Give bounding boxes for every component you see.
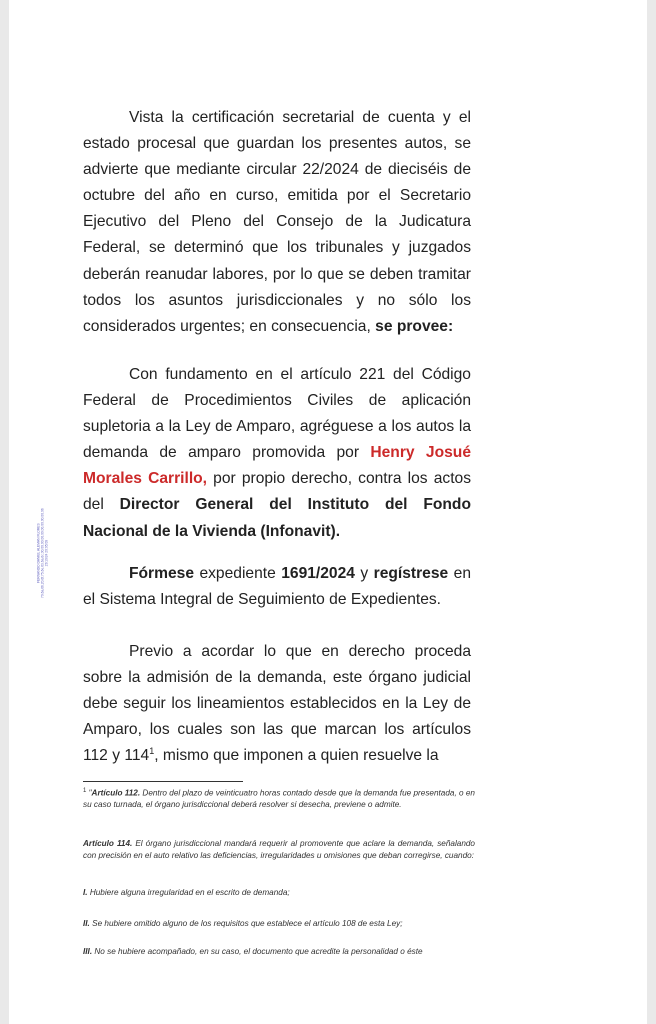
- footnote-article-114: [83, 838, 475, 861]
- footnote-article-112: [83, 786, 475, 811]
- footnote-ref-1: 1: [149, 746, 155, 757]
- footnote-quote: ": [86, 788, 92, 798]
- article-114-label: Artículo 114.: [83, 839, 133, 848]
- fraction-i-text: Hubiere alguna irregularidad en el escrito de demanda;: [87, 888, 290, 897]
- fundamento-text-2: por propio derecho, contra los actos del: [83, 470, 471, 514]
- se-provee-bold: se provee:: [370, 317, 454, 335]
- expediente-text-1: expediente: [194, 565, 282, 582]
- footnote-fraction-ii: [83, 918, 475, 930]
- footnote-fraction-i: [83, 887, 475, 899]
- fraction-ii-text: Se hubiere omitido alguno de los requisitos que establece el artículo 108 de esta Ley;: [89, 919, 403, 928]
- electronic-signature-stamp: [27, 500, 57, 625]
- plaintiff-name: Henry Josué Morales Carrillo,: [83, 444, 471, 488]
- expediente-text-2: y: [354, 565, 374, 582]
- fundamento-text-1: Con fundamento en el artículo 221 del Código Federal de Procedimientos Civiles de aplicación supletoria a la Ley de Amparo, agréguese a los autos la demanda de amparo promovida por: [83, 366, 471, 462]
- registrese-bold: regístrese: [373, 565, 449, 582]
- article-112-text: Dentro del plazo de veinticuatro horas contado desde que la demanda fue presentada, o en su caso turnada, el órgano jurisdiccional deberá resolver si desecha, previene o admite.: [83, 788, 475, 810]
- paragraph-fundamento: [83, 362, 471, 545]
- expediente-text-3: en el Sistema Integral de Seguimiento de Expedientes.: [83, 565, 471, 609]
- article-112-label: Artículo 112.: [91, 788, 141, 798]
- paragraph-previo: [83, 639, 471, 769]
- fraction-iii-label: III.: [83, 947, 93, 956]
- footnote-separator: [83, 781, 243, 782]
- paragraph-certification: [83, 105, 471, 340]
- previo-text-1: Previo a acordar lo que en derecho proceda sobre la admisión de la demanda, este órgano judicial debe seguir los lineamientos establecidos en la Ley de Amparo, los cuales son las que marcan los artículos 112 y 114: [83, 643, 471, 765]
- responsible-authority: Director General del Instituto del Fondo Nacional de la Vivienda (Infonavit).: [83, 496, 471, 540]
- paragraph-expediente: [83, 561, 471, 613]
- footnote-fraction-iii: [83, 946, 475, 958]
- paragraph-certification-text: Vista la certificación secretarial de cuenta y el estado procesal que guardan los presentes autos, se advierte que mediante circular 22/2024 de dieciséis de octubre del año en curso, emitida por el Secretario Ejecutivo del Pleno del Consejo de la Judicatura Federal, se determinó que los tribunales y juzgados deberán reanudar labores, por lo que se deben tramitar todos los asuntos jurisdiccionales y no sólo los considerados urgentes; en consecuencia,: [83, 109, 471, 335]
- formese-bold: Fórmese: [129, 565, 195, 582]
- article-114-text: El órgano jurisdiccional mandará requerir al promovente que aclare la demanda, señalando con precisión en el auto relativo las deficiencias, irregularidades u omisiones que deban corregirse, cuando:: [83, 839, 475, 860]
- expediente-number: 1691/2024: [281, 565, 355, 582]
- stamp-line-signer: FERNANDO DANIEL ALEMAN FLORES: [36, 523, 41, 583]
- fraction-ii-label: II.: [83, 919, 90, 928]
- stamp-line-hash: 70.6a.66.20.6f.75.6e.63.6a.6c.00.00.00.00.00.00.00.00.00.06: [40, 508, 45, 598]
- footnote-marker: 1: [83, 788, 87, 794]
- fraction-iii-text: No se hubiere acompañado, en su caso, el documento que acredite la personalidad o éste: [92, 947, 423, 956]
- fraction-i-label: I.: [83, 888, 88, 897]
- previo-text-2: , mismo que imponen a quien resuelve la: [154, 747, 439, 765]
- stamp-line-date: 15/10/24 20:05:09: [44, 539, 49, 567]
- document-page: [9, 0, 647, 1024]
